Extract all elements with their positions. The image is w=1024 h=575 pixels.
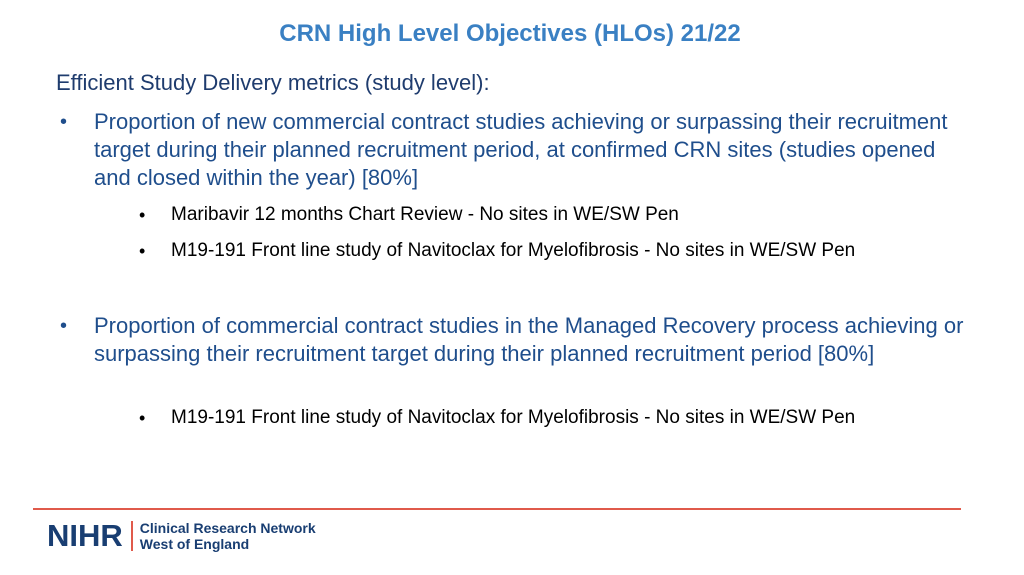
network-name [140, 520, 316, 552]
bullet-dot-icon: • [139, 205, 146, 225]
footer-divider [33, 508, 961, 510]
slide-title: CRN High Level Objectives (HLOs) 21/22 [279, 20, 741, 47]
nihr-logo [47, 518, 316, 554]
network-name-line1: Clinical Research Network [139, 520, 316, 536]
study-item-text: M19-191 Front line study of Navitoclax for Myelofibrosis - No sites in WE/SW Pen [171, 240, 856, 261]
bullet-dot-icon: • [139, 241, 146, 261]
objective-bullet-2 [60, 312, 974, 368]
bullet-dot-icon: • [60, 111, 68, 133]
study-item-text: Maribavir 12 months Chart Review - No sites in WE/SW Pen [171, 204, 679, 225]
study-item-3 [139, 406, 856, 430]
objective-bullet-1 [60, 108, 974, 192]
study-item-2 [139, 239, 856, 263]
nihr-logo-word: NIHR [47, 518, 123, 553]
study-item-text: M19-191 Front line study of Navitoclax for Myelofibrosis - No sites in WE/SW Pen [171, 407, 856, 428]
bullet-dot-icon: • [139, 408, 146, 428]
study-item-1 [139, 203, 679, 227]
section-subheading: Efficient Study Delivery metrics (study level): [56, 70, 490, 95]
bullet-dot-icon: • [60, 315, 68, 337]
network-name-line2: West of England [139, 536, 250, 552]
objective-text: Proportion of new commercial contract studies achieving or surpassing their recruitment target during their planned recruitment period, at confirmed CRN sites (studies opened and closed within the year) [80%] [94, 109, 948, 190]
logo-divider [131, 521, 133, 551]
objective-text: Proportion of commercial contract studies in the Managed Recovery process achieving or surpassing their recruitment target during their planned recruitment period [80%] [94, 313, 964, 366]
